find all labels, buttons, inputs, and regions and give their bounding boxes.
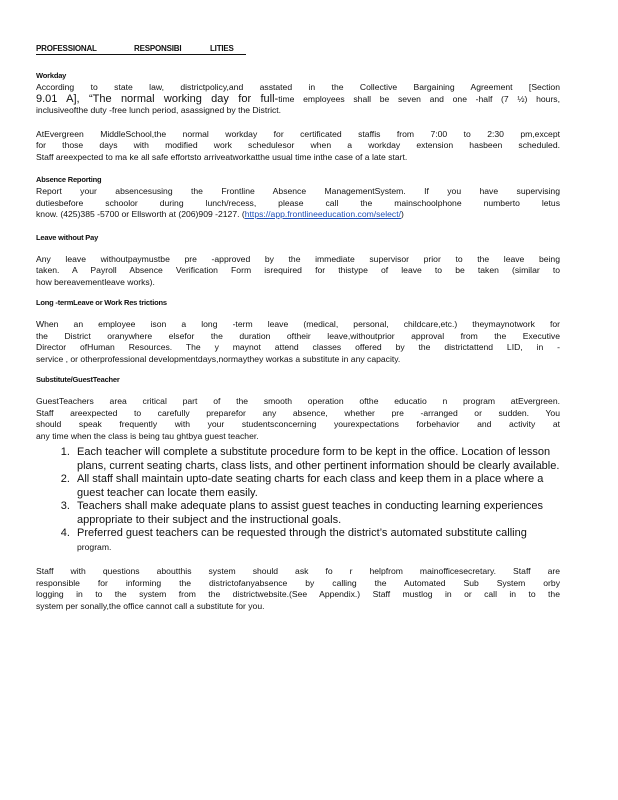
closing-line-2: responsible for informing the districtofanyabsence by calling the Automated Sub System orby [36,577,560,588]
list-item: 1. Each teacher will complete a substitute procedure form to be kept in the office. Location of lesson plans, current seating charts, class lists, and other pertinent information should be clearly available. [73,446,560,473]
long-term-line-1: When an employee ison a long -term leave (medical, personal, childcare,etc.) theymaynotwork for [36,319,560,329]
list-item-text: Preferred guest teachers can be requested through the district’s automated substitute calling [77,527,527,539]
absence-line-1: Report your absencesusing the Frontline Absence ManagementSystem. If you have supervising [36,186,560,196]
workday-hours-line-2: for those days with modified work schedulesor when a workday extension hasbeen scheduled. [36,140,560,150]
absence-heading: Absence Reporting [36,175,102,184]
long-term-line-4: service , or otherprofessional developmentdays,normaythey workas a substitute in any capacity. [36,353,401,364]
workday-line-1: According to state law, districtpolicy,and asstated in the Collective Bargaining Agreement [Section [36,82,560,92]
absence-phone-text: know. (425)385 -5700 or Ellsworth at (206)909 -2127. ( [36,209,245,219]
long-term-leave-heading: Long -termLeave or Work Res trictions [36,298,167,307]
substitute-line-3: should speak frequently with your studentsconcerning yourexpectations forbehavior and activity at [36,419,560,429]
absence-close-paren: ) [400,209,404,219]
workday-heading: Workday [36,71,67,80]
leave-line-3: how bereavementleave works). [36,276,155,287]
closing-line-1: Staff with questions aboutthis system should ask fo r helpfrom mainofficesecretary. Staff are [36,566,560,576]
workday-hours-line-3: Staff areexpected to ma ke all safe effortsto arriveatworkatthe usual time inthe case of a late start. [36,151,408,162]
leave-without-pay-heading: Leave without Pay [36,232,99,242]
leave-line-1: Any leave withoutpaymustbe pre -approved by the immediate supervisor prior to the leave being [36,253,560,264]
document-page [36,44,560,612]
long-term-line-2: the District oranywhere elsefor the duration oftheir leave,withoutprior approval from the Executive [36,330,560,341]
substitute-line-2: Staff areexpected to carefully preparefor any absence, whether pre -arranged or sudden. You [36,407,560,418]
absence-line-2: dutiesbefore schoolor during lunch/recess, please call the mainschoolphone numberto letus [36,197,560,208]
workday-quote: 9.01 A], “The normal working day for full- [36,92,279,105]
leave-line-2: taken. A Payroll Absence Verification Form isrequired for thistype of leave to be taken (similar to [36,265,560,275]
frontline-link[interactable]: https://app.frontlineeducation.com/select/ [244,209,401,219]
title-part-3: LITIES [210,44,234,53]
list-item: 2. All staff shall maintain upto-date seating charts for each class and keep them in a place where a guest teacher can locate them easily. [73,473,560,500]
substitute-line-4: any time when the class is being tau ghtbya guest teacher. [36,430,259,441]
workday-hours-line-1: AtEvergreen MiddleSchool,the normal workday for certificated staffis from 7:00 to 2:30 pm,except [36,128,560,139]
substitute-line-1: GuestTeachers area critical part of the smooth operation ofthe educatio n program atEvergreen. [36,396,560,406]
substitute-procedure-list [36,446,560,554]
substitute-heading: Substitute/GuestTeacher [36,375,120,384]
title-part-2: RESPONSIBI [134,44,182,53]
list-item [73,527,560,554]
page-title [36,44,246,55]
title-part-1: PROFESSIONAL [36,44,97,53]
workday-line-2 [36,94,560,106]
list-item-tail: program. [77,541,112,552]
workday-line-2-rest: time employees shall be seven and one -half (7 ½) hours, [278,93,560,104]
workday-line-3: inclusiveofthe duty -free lunch period, asassigned by the District. [36,105,282,115]
absence-line-3 [36,209,560,221]
long-term-line-3: Director ofHuman Resources. The y maynot attend classes offered by the districtattend LID, in - [36,342,560,352]
closing-line-3: logging in to the system from the districtwebsite.(See Appendix.) Staff mustlog in or call in to the [36,589,560,599]
list-item: 3. Teachers shall make adequate plans to assist guest teaches in conducting learning experiences appropriate to their subject and the instructional goals. [73,500,560,527]
closing-line-4: system per sonally,the office cannot call a substitute for you. [36,600,265,611]
